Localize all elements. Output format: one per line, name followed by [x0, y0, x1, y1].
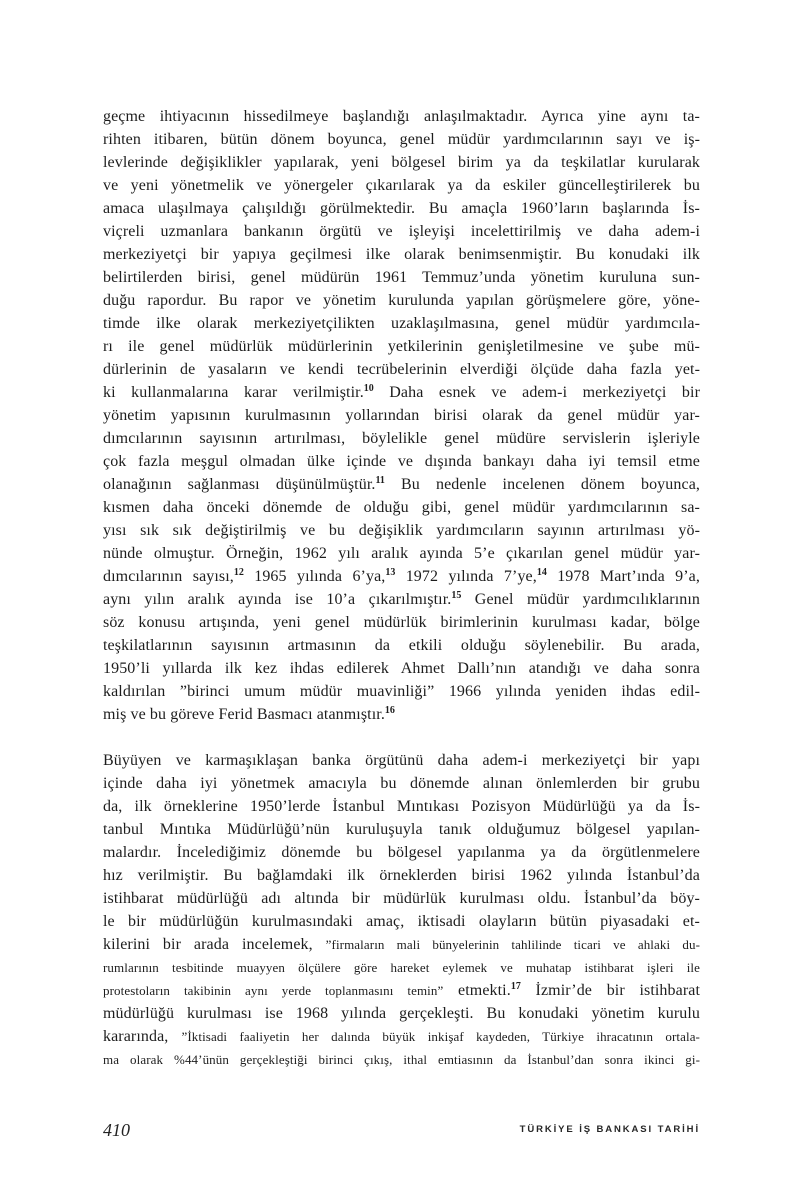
quoted-text: ma olarak %44’ünün gerçekleştiği birinci çıkış, ithal emtiasının da İstanbul’dan sonra ikinci gi- [103, 1052, 700, 1067]
text-line [103, 956, 700, 979]
body-text: Daha esnek ve adem-i merkeziyetçi bir [373, 384, 701, 401]
body-text: 1950’li yıllarda ilk kez ihdas edilerek Ahmet Dallı’nın atandığı ve daha sonra [103, 660, 700, 677]
body-text: ve yeni yönetmelik ve yönergeler çıkarılarak ya da eskiler güncelleştirilerek bu [103, 177, 700, 194]
text-line [103, 473, 700, 496]
body-text: müdürlüğü kurulması ise 1968 yılında gerçekleşti. Bu konudaki yönetim kurulu [103, 1005, 700, 1022]
text-line [103, 266, 700, 289]
body-text: çok fazla meşgul olmadan ülke içinde ve dışında bankayı daha iyi temsil etme [103, 453, 700, 470]
text-line [103, 220, 700, 243]
body-text: yönetim yapısının kurulmasının yollarından birisi olarak da genel müdür yar- [103, 407, 700, 424]
body-text: kilerini bir arada incelemek, [103, 936, 326, 953]
body-text: teşkilatlarının sayısının artmasının da etkili olduğu söylenebilir. Bu arada, [103, 637, 700, 654]
body-text: belirtilerden birisi, genel müdürün 1961 Temmuz’unda yönetim kuruluna sun- [103, 269, 700, 286]
text-line [103, 128, 700, 151]
body-text: dımcılarının sayısı, [103, 568, 234, 585]
footnote-ref: 12 [233, 567, 244, 578]
paragraph-2 [103, 749, 700, 1071]
text-line [103, 864, 700, 887]
body-text: içinde daha iyi yönetmek amacıyla bu dönemde alınan önlemlerden bir grubu [103, 775, 700, 792]
text-line [103, 611, 700, 634]
body-text: rı ile genel müdürlük müdürlerinin yetkilerinin genişletilmesine ve şube mü- [103, 338, 700, 355]
text-line [103, 289, 700, 312]
text-line [103, 335, 700, 358]
body-text: istihbarat müdürlüğü adı altında bir müdürlük kurulması oldu. İstanbul’da böy- [103, 890, 700, 907]
text-line [103, 404, 700, 427]
text-line [103, 680, 700, 703]
text-line [103, 496, 700, 519]
body-text: rihten itibaren, bütün dönem boyunca, genel müdür yardımcılarının sayı ve iş- [103, 131, 700, 148]
paragraph-1 [103, 105, 700, 726]
footnote-ref: 11 [375, 475, 385, 486]
body-text: 1978 Mart’ında 9’a, [546, 568, 700, 585]
body-text: levlerinde değişiklikler yapılarak, yeni bölgesel birim ya da teşkilatlar kurularak [103, 154, 700, 171]
body-text: yısı sık sık değiştirilmiş ve bu değişiklik yardımcıların sayının artırılması yö- [103, 522, 700, 539]
text-line [103, 381, 700, 404]
body-text: dürlerinin de yasaların ve kendi tecrübelerinin elverdiği ölçüde daha fazla yet- [103, 361, 700, 378]
text-block [103, 105, 700, 1071]
text-line [103, 749, 700, 772]
text-line [103, 795, 700, 818]
body-text: viçreli uzmanlara bankanın örgütü ve işleyişi incelettirilmiş ve daha adem-i [103, 223, 700, 240]
text-line [103, 657, 700, 680]
text-line [103, 818, 700, 841]
text-line [103, 634, 700, 657]
body-text: timde ilke olarak merkeziyetçilikten uzaklaşılmasına, genel müdür yardımcıla- [103, 315, 700, 332]
text-line [103, 1025, 700, 1048]
text-line [103, 105, 700, 128]
text-line [103, 1002, 700, 1025]
text-line [103, 887, 700, 910]
text-line [103, 1048, 700, 1071]
body-text: nünde olmuştur. Örneğin, 1962 yılı aralık ayında 5’e çıkarılan genel müdür yar- [103, 545, 700, 562]
text-line [103, 427, 700, 450]
body-text: geçme ihtiyacının hissedilmeye başlandığı anlaşılmaktadır. Ayrıca yine aynı ta- [103, 108, 700, 125]
footnote-ref: 13 [385, 567, 396, 578]
quoted-text: ”İktisadi faaliyetin her dalında büyük inkişaf kaydeden, Türkiye ihracatının ortala- [181, 1029, 700, 1044]
body-text: kısmen daha önceki dönemde de olduğu gibi, genel müdür yardımcılarının sa- [103, 499, 700, 516]
body-text: Bu nedenle incelenen dönem boyunca, [384, 476, 700, 493]
body-text: ki kullanmalarına karar verilmiştir. [103, 384, 364, 401]
body-text: hız verilmiştir. Bu bağlamdaki ilk örneklerden birisi 1962 yılında İstanbul’da [103, 867, 700, 884]
footnote-ref: 15 [451, 590, 462, 601]
body-text: amaca ulaşılmaya çalışıldığı görülmektedir. Bu amaçla 1960’ların başlarında İs- [103, 200, 700, 217]
body-text: malardır. İncelediğimiz dönemde bu bölgesel yapılanma ya da örgütlenmelere [103, 844, 700, 861]
body-text: tanbul Mıntıka Müdürlüğü’nün kuruluşuyla tanık olduğumuz bölgesel yapılan- [103, 821, 700, 838]
body-text: 1972 yılında 7’ye, [395, 568, 537, 585]
text-line [103, 542, 700, 565]
text-line [103, 151, 700, 174]
text-line [103, 841, 700, 864]
text-line [103, 979, 700, 1002]
body-text: kaldırılan ”birinci umum müdür muavinliği” 1966 yılında yeniden ihdas edil- [103, 683, 700, 700]
text-line [103, 772, 700, 795]
text-line [103, 910, 700, 933]
page-number: 410 [103, 1120, 130, 1140]
text-line [103, 588, 700, 611]
text-line [103, 312, 700, 335]
text-line [103, 450, 700, 473]
footnote-ref: 14 [536, 567, 547, 578]
footnote-ref: 16 [384, 705, 395, 716]
text-line [103, 565, 700, 588]
body-text: Genel müdür yardımcılıklarının [461, 591, 700, 608]
body-text: etmekti. [443, 982, 511, 999]
body-text: 1965 yılında 6’ya, [243, 568, 386, 585]
text-line [103, 933, 700, 956]
body-text: olanağının sağlanması düşünülmüştür. [103, 476, 376, 493]
body-text: miş ve bu göreve Ferid Basmacı atanmıştır. [103, 706, 385, 723]
body-text: söz konusu artışında, yeni genel müdürlük birimlerinin kurulması kadar, bölge [103, 614, 700, 631]
quoted-text: ”firmaların mali bünyelerinin tahlilinde ticari ve ahlaki du- [325, 937, 700, 952]
body-text: dımcılarının sayısının artırılması, böylelikle genel müdüre servislerin işleriyle [103, 430, 700, 447]
body-text: İzmir’de bir istihbarat [520, 982, 700, 999]
running-title: TÜRKİYE İŞ BANKASI TARİHİ [519, 1124, 700, 1135]
text-line [103, 174, 700, 197]
body-text: merkeziyetçi bir yapıya geçilmesi ilke olarak benimsenmiştir. Bu konudaki ilk [103, 246, 700, 263]
text-line [103, 243, 700, 266]
body-text: da, ilk örneklerine 1950’lerde İstanbul Mıntıkası Pozisyon Müdürlüğü ya da İs- [103, 798, 700, 815]
body-text: kararında, [103, 1028, 182, 1045]
text-line [103, 197, 700, 220]
body-text: aynı yılın aralık ayında ise 10’a çıkarılmıştır. [103, 591, 452, 608]
footnote-ref: 17 [510, 981, 521, 992]
body-text: Büyüyen ve karmaşıklaşan banka örgütünü daha adem-i merkeziyetçi bir yapı [103, 752, 700, 769]
quoted-text: protestoların takibinin aynı yerde toplanmasını temin” [103, 983, 444, 998]
text-line [103, 358, 700, 381]
footnote-ref: 10 [363, 383, 374, 394]
body-text: le bir müdürlüğün kurulmasındaki amaç, iktisadi olayların bütün piyasadaki et- [103, 913, 700, 930]
text-line [103, 519, 700, 542]
quoted-text: rumlarının tesbitinde muayyen ölçülere göre hareket eylemek ve muhatap istihbarat işleri ile [103, 960, 700, 975]
text-line [103, 703, 700, 726]
body-text: duğu rapordur. Bu rapor ve yönetim kurulunda yapılan görüşmelere göre, yöne- [103, 292, 700, 309]
